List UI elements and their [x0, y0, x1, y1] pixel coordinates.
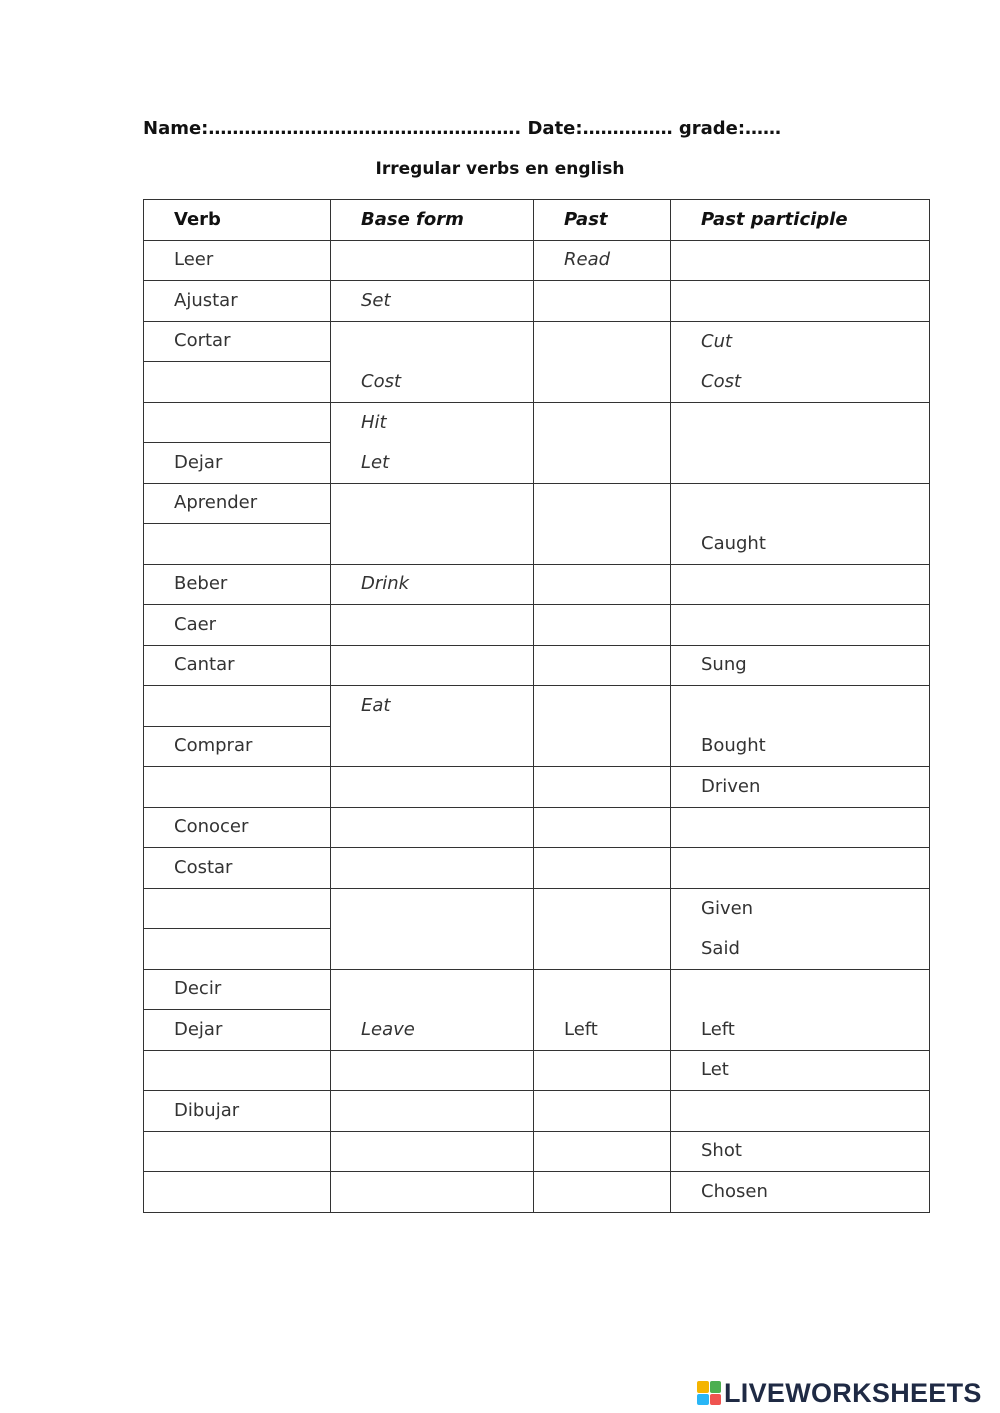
verb-cell: Comprar [144, 727, 331, 768]
base-form-cell [331, 970, 534, 1011]
verb-cell [144, 1132, 331, 1173]
verb-cell [144, 362, 331, 403]
past-cell: Left [534, 1010, 671, 1051]
past-cell [534, 727, 671, 768]
verb-cell [144, 929, 331, 970]
past-participle-cell: Driven [671, 767, 930, 808]
past-participle-cell: Cost [671, 362, 930, 403]
past-cell [534, 484, 671, 525]
header-verb: Verb [144, 200, 331, 241]
liveworksheets-logo-text: LIVEWORKSHEETS [724, 1377, 982, 1408]
past-cell [534, 524, 671, 565]
past-participle-cell [671, 443, 930, 484]
verb-cell: Costar [144, 848, 331, 889]
verb-cell: Cantar [144, 646, 331, 687]
base-form-cell: Eat [331, 686, 534, 727]
past-participle-cell [671, 1091, 930, 1132]
header-base-form: Base form [331, 200, 534, 241]
base-form-cell: Hit [331, 403, 534, 444]
base-form-cell [331, 241, 534, 282]
past-participle-cell [671, 808, 930, 849]
verb-cell [144, 767, 331, 808]
past-participle-cell [671, 241, 930, 282]
past-cell [534, 565, 671, 606]
logo-square [697, 1381, 709, 1393]
verb-cell [144, 524, 331, 565]
past-cell [534, 281, 671, 322]
past-cell [534, 605, 671, 646]
name-date-grade-line: Name:……………………………………………. Date:…………… grade:…… [143, 118, 782, 139]
past-participle-cell [671, 970, 930, 1011]
verb-cell: Leer [144, 241, 331, 282]
past-participle-cell [671, 403, 930, 444]
past-participle-cell: Chosen [671, 1172, 930, 1213]
verb-cell: Beber [144, 565, 331, 606]
past-cell [534, 646, 671, 687]
base-form-cell [331, 929, 534, 970]
header-past: Past [534, 200, 671, 241]
verb-cell [144, 686, 331, 727]
past-cell [534, 362, 671, 403]
base-form-cell [331, 889, 534, 930]
past-participle-cell: Caught [671, 524, 930, 565]
past-cell [534, 767, 671, 808]
verb-cell: Cortar [144, 322, 331, 363]
past-participle-cell [671, 484, 930, 525]
past-participle-cell [671, 686, 930, 727]
verb-cell [144, 1051, 331, 1092]
past-participle-cell [671, 848, 930, 889]
past-participle-cell: Shot [671, 1132, 930, 1173]
base-form-cell: Leave [331, 1010, 534, 1051]
base-form-cell [331, 605, 534, 646]
past-participle-cell: Left [671, 1010, 930, 1051]
logo-square [710, 1381, 722, 1393]
past-participle-cell [671, 565, 930, 606]
past-cell [534, 1091, 671, 1132]
base-form-cell [331, 1051, 534, 1092]
past-participle-cell: Said [671, 929, 930, 970]
liveworksheets-mark-icon [697, 1381, 721, 1405]
past-participle-cell: Let [671, 1051, 930, 1092]
base-form-cell [331, 524, 534, 565]
verb-cell: Dibujar [144, 1091, 331, 1132]
past-cell [534, 1172, 671, 1213]
past-participle-cell [671, 605, 930, 646]
past-cell [534, 403, 671, 444]
past-participle-cell: Bought [671, 727, 930, 768]
past-cell [534, 889, 671, 930]
base-form-cell [331, 1172, 534, 1213]
past-cell [534, 848, 671, 889]
base-form-cell [331, 848, 534, 889]
past-cell [534, 1051, 671, 1092]
header-past-participle: Past participle [671, 200, 930, 241]
past-cell: Read [534, 241, 671, 282]
past-participle-cell: Cut [671, 322, 930, 363]
past-cell [534, 443, 671, 484]
verb-cell: Dejar [144, 1010, 331, 1051]
verb-cell [144, 403, 331, 444]
base-form-cell: Drink [331, 565, 534, 606]
past-cell [534, 970, 671, 1011]
base-form-cell: Let [331, 443, 534, 484]
base-form-cell: Set [331, 281, 534, 322]
base-form-cell [331, 322, 534, 363]
verb-cell: Caer [144, 605, 331, 646]
verb-cell: Dejar [144, 443, 331, 484]
past-cell [534, 322, 671, 363]
base-form-cell [331, 727, 534, 768]
past-participle-cell: Sung [671, 646, 930, 687]
logo-square [697, 1394, 709, 1406]
base-form-cell [331, 767, 534, 808]
base-form-cell [331, 484, 534, 525]
liveworksheets-logo [697, 1376, 982, 1410]
base-form-cell [331, 1091, 534, 1132]
past-cell [534, 1132, 671, 1173]
irregular-verbs-table [143, 199, 930, 1213]
base-form-cell [331, 808, 534, 849]
verb-cell: Conocer [144, 808, 331, 849]
logo-square [710, 1394, 722, 1406]
worksheet-title: Irregular verbs en english [375, 159, 625, 179]
past-cell [534, 808, 671, 849]
verb-cell [144, 889, 331, 930]
base-form-cell [331, 646, 534, 687]
past-participle-cell: Given [671, 889, 930, 930]
base-form-cell [331, 1132, 534, 1173]
past-participle-cell [671, 281, 930, 322]
verb-cell: Aprender [144, 484, 331, 525]
verb-cell [144, 1172, 331, 1213]
past-cell [534, 686, 671, 727]
past-cell [534, 929, 671, 970]
verb-cell: Decir [144, 970, 331, 1011]
verb-cell: Ajustar [144, 281, 331, 322]
base-form-cell: Cost [331, 362, 534, 403]
